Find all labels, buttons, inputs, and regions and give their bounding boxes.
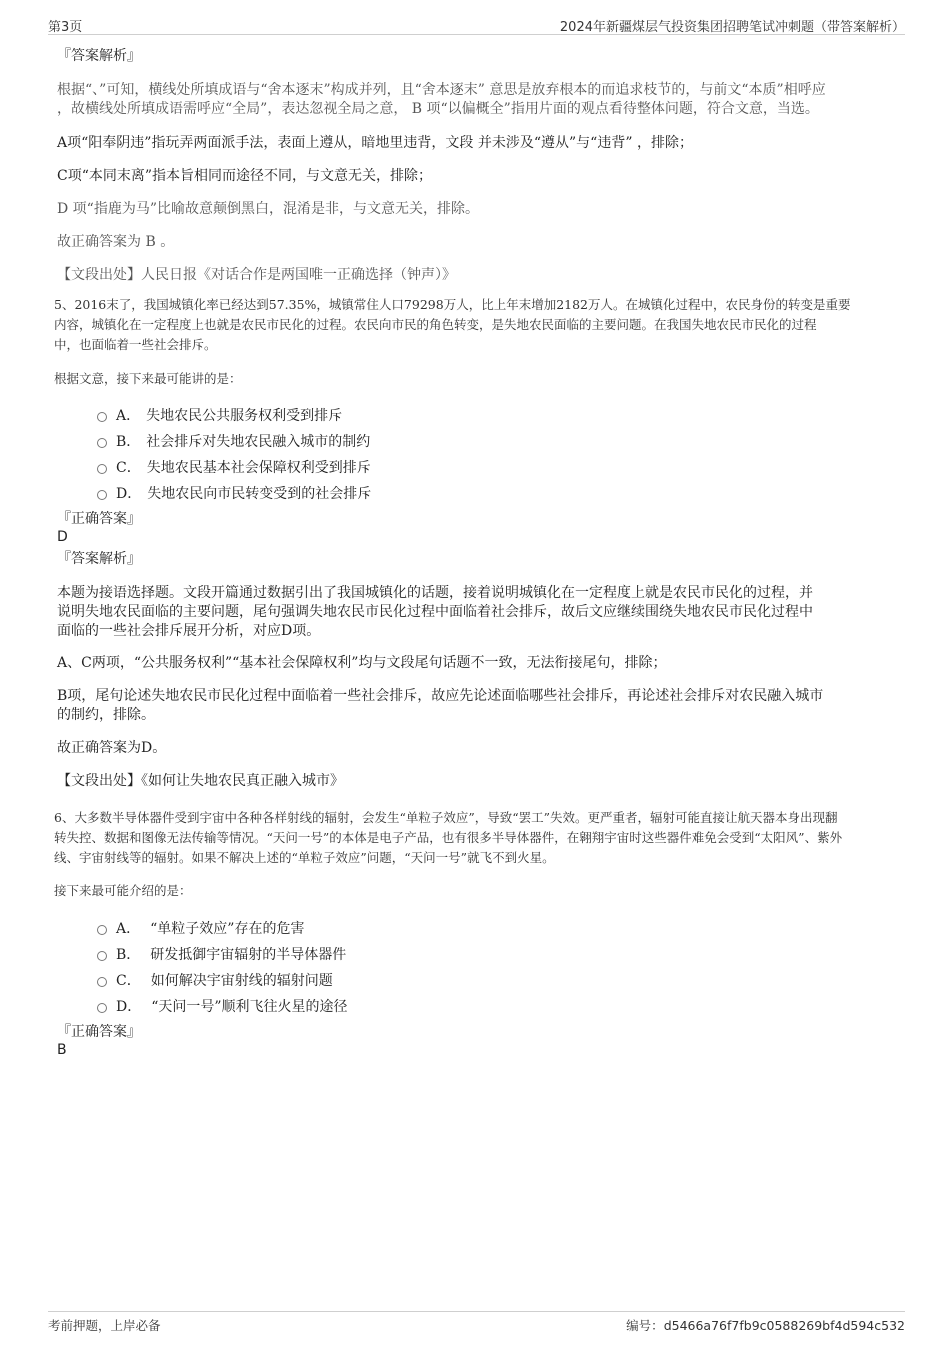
q6-option-c[interactable]: C． 如何解决宇宙射线的辐射问题 [97, 970, 333, 990]
analysis-text: 面临的一些社会排斥展开分析，对应D项。 [57, 623, 321, 639]
question-6-text: 线、宇宙射线等的辐射。如果不解决上述的“单粒子效应”问题，“天问一号”就飞不到火星。 [54, 850, 555, 865]
analysis-text: 说明失地农民面临的主要问题，尾句强调失地农民市民化过程中面临着社会排斥，故后文应继续围绕失地农民市民化过程中 [57, 604, 813, 620]
radio-icon[interactable] [97, 977, 107, 987]
question-5-text: 内容，城镇化在一定程度上也就是农民市民化的过程。农民向市民的角色转变，是失地农民面临的主要问题。在我国失地农民市民化的过程 [54, 317, 817, 332]
analysis-text: B项，尾句论述失地农民市民化过程中面临着一些社会排斥，故应先论述面临哪些社会排斥，再论述社会排斥对农民融入城市 [57, 688, 824, 704]
document-title: 2024年新疆煤层气投资集团招聘笔试冲刺题（带答案解析） [559, 20, 905, 35]
q6-option-d[interactable]: D． “天问一号”顺利飞往火星的途径 [97, 996, 348, 1016]
q5-option-c[interactable]: C． 失地农民基本社会保障权利受到排斥 [97, 457, 371, 477]
question-6-prompt: 接下来最可能介绍的是： [54, 883, 192, 898]
radio-icon[interactable] [97, 1003, 107, 1013]
option-d-note: D 项“指鹿为马”比喻故意颠倒黑白，混淆是非，与文意无关，排除。 [57, 201, 479, 217]
page-header [48, 14, 905, 35]
source: 【文段出处】人民日报《对话合作是两国唯一正确选择（钟声）》 [57, 267, 456, 283]
q5-option-a[interactable]: A． 失地农民公共服务权利受到排斥 [97, 405, 342, 425]
page-number: 第3页 [48, 20, 83, 35]
answer-value: B [57, 1042, 67, 1058]
answer-value: D [57, 529, 68, 545]
radio-icon[interactable] [97, 464, 107, 474]
page-footer [48, 1311, 905, 1334]
answer-label: 『正确答案』 [57, 511, 141, 527]
analysis-label: 『答案解析』 [57, 551, 141, 567]
radio-icon[interactable] [97, 438, 107, 448]
source: 【文段出处】《如何让失地农民真正融入城市》 [57, 773, 344, 789]
radio-icon[interactable] [97, 490, 107, 500]
analysis-text: 的制约，排除。 [57, 707, 155, 723]
question-6-text: 6、大多数半导体器件受到宇宙中各种各样射线的辐射，会发生“单粒子效应”，导致“罢工”失效。更严重者，辐射可能直接让航天器本身出现翻 [54, 810, 838, 825]
q5-option-d[interactable]: D． 失地农民向市民转变受到的社会排斥 [97, 483, 371, 503]
conclusion: 故正确答案为 B 。 [57, 234, 175, 250]
q5-option-b[interactable]: B． 社会排斥对失地农民融入城市的制约 [97, 431, 370, 451]
footer-slogan: 考前押题，上岸必备 [48, 1318, 161, 1333]
analysis-text: 本题为接语选择题。文段开篇通过数据引出了我国城镇化的话题，接着说明城镇化在一定程度上就是农民市民化的过程，并 [57, 585, 813, 601]
document-code: 编号：d5466a76f7fb9c0588269bf4d594c532 [626, 1318, 905, 1333]
radio-icon[interactable] [97, 951, 107, 961]
radio-icon[interactable] [97, 412, 107, 422]
analysis-text: ，故横线处所填成语需呼应“全局”，表达忽视全局之意， B 项“以偏概全”指用片面的观点看待整体问题，符合文意，当选。 [57, 101, 819, 117]
radio-icon[interactable] [97, 925, 107, 935]
q6-option-b[interactable]: B． 研发抵御宇宙辐射的半导体器件 [97, 944, 346, 964]
question-6-text: 转失控、数据和图像无法传输等情况。“天问一号”的本体是电子产品，也有很多半导体器件，在翱翔宇宙时这些器件难免会受到“太阳风”、紫外 [54, 830, 843, 845]
question-5-text: 中，也面临着一些社会排斥。 [54, 337, 217, 352]
analysis-text: A、C两项，“公共服务权利”“基本社会保障权利”均与文段尾句话题不一致，无法衔接尾句，排除； [57, 655, 667, 671]
q6-option-a[interactable]: A． “单粒子效应”存在的危害 [97, 918, 304, 938]
option-c-note: C项“本同末离”指本旨相同而途径不同，与文意无关，排除； [57, 168, 433, 184]
analysis-label: 『答案解析』 [57, 48, 141, 64]
conclusion: 故正确答案为D。 [57, 740, 167, 756]
question-5-text: 5、2016末了，我国城镇化率已经达到57.35%，城镇常住人口79298万人，比上年末增加2182万人。在城镇化过程中，农民身份的转变是重要 [54, 297, 851, 312]
question-5-prompt: 根据文意，接下来最可能讲的是： [54, 371, 242, 386]
answer-label: 『正确答案』 [57, 1024, 141, 1040]
option-a-note: A项“阳奉阴违”指玩弄两面派手法，表面上遵从，暗地里违背，文段 并未涉及“遵从”与“违背” ，排除； [57, 135, 693, 151]
analysis-text: 根据“、”可知，横线处所填成语与“舍本逐末”构成并列，且“舍本逐末” 意思是放弃根本的而追求枝节的，与前文“本质”相呼应 [57, 82, 826, 98]
